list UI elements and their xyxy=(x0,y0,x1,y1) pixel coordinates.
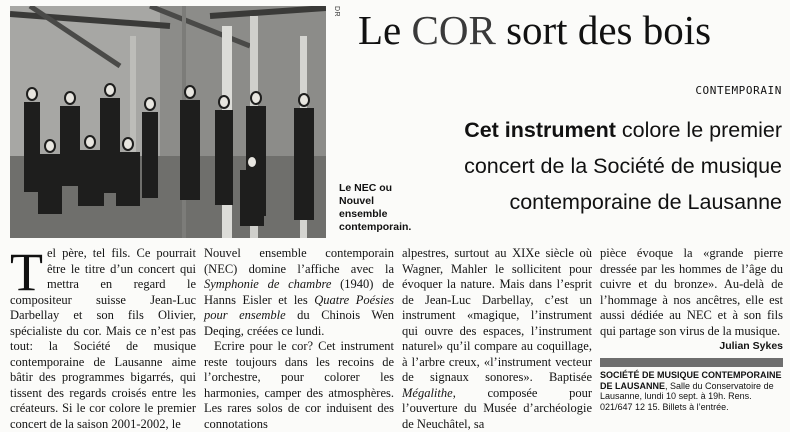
headline-part-1: Le xyxy=(358,7,412,53)
body-column-1 xyxy=(10,242,196,432)
headline-part-2: COR xyxy=(411,7,496,53)
deck xyxy=(402,112,782,220)
work-title-symphonie: Symphonie de chambre xyxy=(204,277,332,291)
column-2-text-b: (1940) de Hanns Eisler et les xyxy=(204,277,395,307)
author-signature: Julian Sykes xyxy=(719,340,783,352)
work-title-quatre-poesies: Quatre Poésies pour ensemble xyxy=(204,292,394,322)
headline-part-3: sort des bois xyxy=(495,7,712,53)
photo-credit: DR xyxy=(333,6,340,18)
ensemble-photo xyxy=(10,6,326,238)
concert-details: , Salle du Conservatoire de Lausanne, lundi 10 sept. à 19h. Rens. 021/647 12 15. Billets à l’entrée. xyxy=(600,380,774,412)
deck-rest: colore le premier concert de la Société de musique contemporaine de Lausanne xyxy=(464,118,782,214)
column-4-text: pièce évoque la «grande pierre dressée par les hommes de l’âge du cuivre et du bronze». Au-delà de l’hommage à nos ancêtres, elle est aussi dédiée au NEC et à son fils qui partage son virus de la musique. xyxy=(600,246,783,338)
column-1-text: el père, tel fils. Ce pourrait être le titre d’un concert qui mettra en regard le compositeur suisse Jean-Luc Darbellay et son fils Olivier, spécialiste du cor. Mais ce n’est pas tout: la Société de musique contemporaine de Lausanne aime bâtir des programmes bigarrés, qui tissent des regards croisés entre les créateurs. Si le cor colore le premier concert de la saison 2001-2002, le xyxy=(10,246,196,431)
deck-bold: Cet instrument xyxy=(464,118,616,142)
column-2-paragraph-2: Ecrire pour le cor? Cet instrument reste toujours dans les recoins de l’orchestre, pour colorer les harmonies, camper des atmosphères. Les rares solos de cor induisent des connotations xyxy=(204,339,394,431)
body-column-4 xyxy=(600,246,783,355)
ensemble-photo-image xyxy=(10,6,326,238)
drop-cap: T xyxy=(10,242,43,302)
column-2-text-a: Nouvel ensemble contemporain (NEC) domine l’affiche avec la xyxy=(204,246,394,276)
concert-info-box xyxy=(600,358,783,412)
work-title-megalithe: Mégalithe xyxy=(402,385,453,400)
section-kicker: CONTEMPORAIN xyxy=(695,84,782,97)
body-column-2 xyxy=(204,246,394,432)
column-3-text-b: , composée pour l’ouverture du Musée d’archéologie de Neuchâtel, sa xyxy=(402,385,592,431)
organizer-name: SOCIÉTÉ DE MUSIQUE CONTEMPORAINE DE LAUSANNE xyxy=(600,370,782,391)
headline xyxy=(358,6,711,54)
body-column-3 xyxy=(402,246,592,432)
column-3-text-a: alpestres, surtout au XIXe siècle où Wagner, Mahler le sollicitent pour évoquer la nature. Mais dans l’esprit de Jean-Luc Darbellay, c’est un instrument «magique, l’instrument qui ouvre des espaces, l’instrument naturel» qu’il compare au coquillage, à l’arbre creux, «l’instrument vecteur de signaux sonores». Baptisée xyxy=(402,246,592,384)
column-2-text-c: du Chinois Wen Deqing, créées ce lundi. xyxy=(204,308,394,338)
photo-caption: Le NEC ou Nouvel ensemble contemporain. xyxy=(339,182,412,233)
